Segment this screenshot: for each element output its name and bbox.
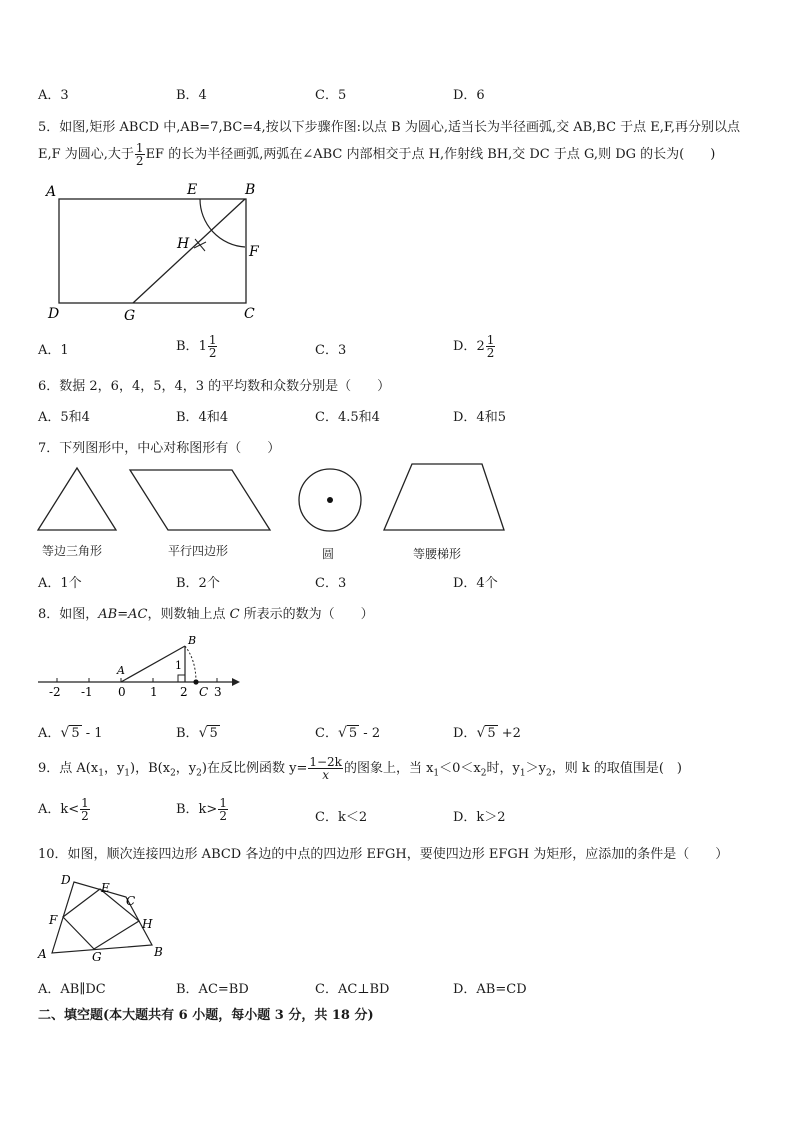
q8-options bbox=[38, 722, 598, 744]
q9-s8: 时，y bbox=[486, 761, 520, 776]
q5-option-d-whole: 2 bbox=[476, 339, 485, 354]
tick-label: 3 bbox=[214, 685, 222, 699]
q6-option-b[interactable]: B．4和4 bbox=[176, 410, 229, 425]
q9-s9: ＞y bbox=[525, 761, 546, 776]
label-g: G bbox=[92, 950, 102, 964]
label-b: B bbox=[188, 634, 197, 647]
q10-stem: 10．如图，顺次连接四边形 ABCD 各边的中点的四边形 EFGH，要使四边形 EFGH 为矩形，应添加的条件是（ ） bbox=[38, 847, 729, 862]
q8-option-a-label: A． bbox=[38, 726, 61, 741]
parallelogram-shape bbox=[130, 470, 270, 530]
section-heading: 二、填空题(本大题共有 6 小题，每小题 3 分，共 18 分) bbox=[38, 1008, 374, 1023]
caption-trapezoid: 等腰梯形 bbox=[413, 547, 462, 561]
q7-option-c[interactable]: C．3 bbox=[315, 576, 347, 591]
q10-option-c[interactable]: C．AC⊥BD bbox=[315, 982, 390, 997]
q9-s2: ，y bbox=[103, 761, 125, 776]
q9-frac-den: x bbox=[308, 768, 343, 781]
arc-bc-dashed bbox=[185, 646, 196, 682]
q5-option-b-label: B． bbox=[176, 339, 199, 354]
q10-option-d[interactable]: D．AB=CD bbox=[453, 982, 527, 997]
q5-options bbox=[38, 334, 598, 364]
circle-center-dot bbox=[327, 497, 333, 503]
q9-sub: 1 bbox=[433, 768, 440, 779]
q9-sub: 2 bbox=[480, 768, 487, 779]
q8-option-d[interactable]: D．√ 5 +2 bbox=[453, 725, 521, 741]
equilateral-triangle-shape bbox=[38, 468, 116, 530]
q7-options bbox=[38, 572, 598, 594]
q9-s10: ，则 k 的取值围是( ) bbox=[551, 761, 682, 776]
q8-option-d-tail: +2 bbox=[497, 726, 521, 741]
q8-option-c-radicand: 5 bbox=[348, 726, 358, 741]
q8-stem-c: C bbox=[229, 607, 240, 622]
q4-option-d[interactable]: D．6 bbox=[453, 88, 485, 103]
q9-option-b-den: 2 bbox=[219, 809, 227, 823]
q5-rectangle-figure bbox=[40, 178, 270, 326]
q9-frac-num: 1−2k bbox=[309, 755, 342, 769]
q5-option-b-whole: 1 bbox=[198, 339, 207, 354]
q9-s6: 的图象上，当 x bbox=[343, 761, 434, 776]
q5-option-c-value: 3 bbox=[337, 343, 347, 358]
q8-option-b[interactable]: B．√ 5 bbox=[176, 725, 218, 741]
label-c: C bbox=[126, 894, 136, 908]
q9-option-a-den: 2 bbox=[81, 809, 89, 823]
q6-stem: 6．数据 2，6，4，5，4，3 的平均数和众数分别是（ ） bbox=[38, 379, 391, 394]
tick-label: -1 bbox=[81, 685, 93, 699]
q9-options bbox=[38, 797, 598, 831]
label-c: C bbox=[199, 685, 209, 699]
q9-option-a-num: 1 bbox=[81, 796, 89, 810]
q7-option-b[interactable]: B．2个 bbox=[176, 576, 220, 591]
q4-option-a[interactable]: A．3 bbox=[38, 88, 69, 103]
q5-stem-post: EF 的长为半径画弧,两弧在∠ABC 内部相交于点 H,作射线 BH,交 DC 于点 G,则 DG 的长为( ) bbox=[145, 147, 716, 162]
q5-stem-pre: E,F 为圆心,大于 bbox=[38, 147, 134, 162]
q9-option-b[interactable] bbox=[176, 797, 229, 822]
tick-label: 1 bbox=[150, 685, 158, 699]
q9-fraction bbox=[308, 756, 343, 781]
q5-option-c-label: C． bbox=[315, 343, 338, 358]
q9-sub: 2 bbox=[545, 768, 552, 779]
q7-shapes-figure bbox=[34, 460, 514, 540]
q8-option-a[interactable]: A．√ 5 - 1 bbox=[38, 725, 103, 741]
q8-option-b-label: B． bbox=[176, 726, 199, 741]
q5-frac-den: 2 bbox=[135, 154, 144, 168]
q4-option-b[interactable]: B．4 bbox=[176, 88, 207, 103]
label-b: B bbox=[245, 182, 256, 198]
q9-sub: 2 bbox=[196, 768, 202, 779]
label-a: A bbox=[38, 947, 47, 961]
label-c: C bbox=[244, 306, 255, 322]
q5-option-d-label: D． bbox=[453, 339, 477, 354]
q10-quadrilateral-figure bbox=[34, 868, 174, 964]
label-a: A bbox=[117, 664, 125, 677]
caption-circle: 圆 bbox=[322, 547, 335, 561]
tick-label: 2 bbox=[180, 685, 188, 699]
q5-stem-line2 bbox=[38, 142, 715, 167]
isosceles-trapezoid-shape bbox=[384, 464, 504, 530]
q8-numberline-figure bbox=[36, 630, 246, 702]
q8-option-a-tail: - 1 bbox=[81, 726, 103, 741]
label-e: E bbox=[101, 881, 110, 895]
rectangle-abcd bbox=[59, 199, 246, 303]
q8-stem-math: AB=AC bbox=[98, 607, 148, 622]
q9-option-c[interactable]: C．k＜2 bbox=[315, 810, 368, 825]
q5-option-a[interactable] bbox=[38, 339, 69, 358]
q5-stem-line1: 5．如图,矩形 ABCD 中,AB=7,BC=4,按以下步骤作图:以点 B 为圆心,适当长为半径画弧,交 AB,BC 于点 E,F,再分别以点 bbox=[38, 120, 741, 135]
label-h: H bbox=[142, 917, 153, 931]
q8-option-c[interactable]: C．√ 5 - 2 bbox=[315, 725, 381, 741]
q8-option-a-radicand: 5 bbox=[71, 726, 80, 741]
q9-sub: 2 bbox=[170, 768, 176, 779]
q9-s1: 9．点 A(x bbox=[38, 761, 99, 776]
q4-options bbox=[38, 84, 598, 106]
q6-option-c[interactable]: C．4.5和4 bbox=[315, 410, 380, 425]
q6-option-d[interactable]: D．4和5 bbox=[453, 410, 506, 425]
right-angle-mark bbox=[178, 675, 185, 682]
arc-ef bbox=[200, 199, 245, 247]
q9-option-d[interactable]: D．k＞2 bbox=[453, 810, 506, 825]
q8-stem-pre: 8．如图， bbox=[38, 607, 99, 622]
caption-parallelogram: 平行四边形 bbox=[168, 544, 229, 558]
q8-option-d-label: D． bbox=[453, 726, 477, 741]
q9-sub: 1 bbox=[98, 768, 104, 779]
q10-option-b[interactable]: B．AC=BD bbox=[176, 982, 249, 997]
q9-option-b-num: 1 bbox=[219, 796, 227, 810]
q10-options bbox=[38, 978, 598, 1000]
q5-option-a-value: 1 bbox=[60, 343, 69, 358]
q5-option-b-num: 1 bbox=[208, 333, 217, 347]
q9-s7: ＜0＜x bbox=[439, 761, 481, 776]
label-a: A bbox=[46, 184, 57, 200]
q8-option-d-radicand: 5 bbox=[487, 726, 496, 741]
q5-option-c[interactable] bbox=[315, 339, 346, 358]
q5-option-b-den: 2 bbox=[208, 346, 217, 360]
axis-arrow bbox=[232, 678, 240, 686]
q5-option-d-den: 2 bbox=[486, 346, 495, 360]
q9-option-a[interactable] bbox=[38, 797, 91, 822]
tick-label: -2 bbox=[49, 685, 61, 699]
q8-option-c-label: C． bbox=[315, 726, 338, 741]
label-f: F bbox=[249, 244, 259, 260]
label-d: D bbox=[61, 873, 71, 887]
label-e: E bbox=[187, 182, 198, 198]
q5-frac-num: 1 bbox=[135, 141, 144, 155]
q9-s5: )在反比例函数 y= bbox=[201, 761, 308, 776]
q9-s3: )，B(x bbox=[130, 761, 171, 776]
q5-option-d-num: 1 bbox=[486, 333, 495, 347]
q9-sub: 1 bbox=[124, 768, 131, 779]
q9-s4: ，y bbox=[175, 761, 197, 776]
tick-label: 0 bbox=[118, 685, 126, 699]
q9-option-b-label: B．k> bbox=[176, 802, 218, 817]
label-b: B bbox=[154, 945, 163, 959]
q8-stem-post: 所表示的数为（ ） bbox=[239, 607, 374, 622]
q6-options bbox=[38, 406, 598, 428]
point-c-dot bbox=[193, 679, 198, 684]
q8-option-c-tail: - 2 bbox=[359, 726, 381, 741]
q4-option-c[interactable]: C．5 bbox=[315, 88, 347, 103]
label-h: H bbox=[177, 236, 190, 252]
q7-stem: 7．下列图形中，中心对称图形有（ ） bbox=[38, 441, 281, 456]
q8-stem bbox=[38, 603, 374, 622]
q5-fraction bbox=[135, 142, 145, 167]
q9-option-a-label: A．k< bbox=[38, 802, 80, 817]
label-g: G bbox=[124, 308, 136, 324]
q9-stem bbox=[38, 756, 682, 781]
q5-option-a-label: A． bbox=[38, 343, 61, 358]
q5-option-b[interactable] bbox=[176, 334, 218, 359]
q5-option-d[interactable] bbox=[453, 334, 496, 359]
q9-sub: 1 bbox=[519, 768, 526, 779]
q10-option-a[interactable]: A．AB∥DC bbox=[38, 982, 106, 997]
label-d: D bbox=[48, 306, 60, 322]
q8-option-b-radicand: 5 bbox=[209, 726, 218, 741]
q7-option-d[interactable]: D．4个 bbox=[453, 576, 498, 591]
q7-option-a[interactable]: A．1个 bbox=[38, 576, 82, 591]
label-one: 1 bbox=[175, 659, 182, 672]
q6-option-a[interactable]: A．5和4 bbox=[38, 410, 90, 425]
caption-triangle: 等边三角形 bbox=[42, 544, 103, 558]
q8-stem-mid: ，则数轴上点 bbox=[147, 607, 230, 622]
label-f: F bbox=[49, 913, 58, 927]
